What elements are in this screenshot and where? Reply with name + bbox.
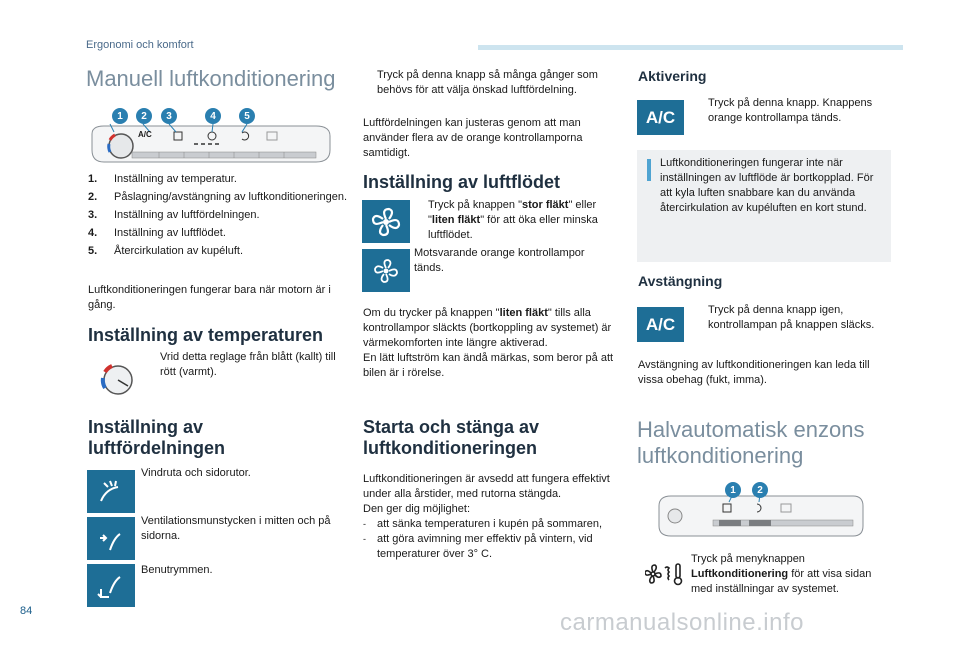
semi-callout-badge-1: 1: [725, 482, 741, 498]
list-item: 5. Återcirkulation av kupéluft.: [88, 245, 244, 257]
distribution-item-footwell: Benutrymmen.: [141, 564, 213, 576]
callout-badge-3: 3: [161, 108, 177, 124]
callout-badge-2: 2: [136, 108, 152, 124]
distribution-instruction: Tryck på denna knapp så många gånger som behövs för att välja önskad luftfördelning.: [363, 68, 613, 98]
fan-large-icon: [362, 200, 410, 243]
distribution-item-windscreen: Vindruta och sidorutor.: [141, 467, 251, 479]
temperature-knob-icon: [88, 362, 136, 398]
watermark: carmanualsonline.info: [560, 609, 804, 636]
semi-auto-title: Halvautomatisk enzons luftkonditionering: [637, 417, 865, 468]
list-item: 2. Påslagning/avstängning av luftkonditioneringen.: [88, 191, 347, 203]
semi-callout-badge-2: 2: [752, 482, 768, 498]
engine-note: Luftkonditioneringen fungerar bara när motorn är i gång.: [88, 284, 331, 311]
ac-panel-illustration: [84, 106, 334, 170]
list-item: 3. Inställning av luftfördelningen.: [88, 209, 260, 221]
bullet-marker: [694, 303, 708, 333]
bullet-marker: [414, 198, 428, 243]
distribution-heading: Inställning av luftfördelningen: [88, 417, 225, 458]
airflow-heading: Inställning av luftflödet: [363, 172, 560, 192]
list-item: 1. Inställning av temperatur.: [88, 173, 237, 185]
start-stop-text: Luftkonditioneringen är avsedd att fungera effektivt under alla årstider, med rutorna stängda. Den ger dig möjlighet: - att sänka temperaturen i kupén på sommaren, - att göra avimning mer effektiv på vintern, vid temperaturer över 3° C.: [363, 472, 613, 562]
list-item: 4. Inställning av luftflödet.: [88, 227, 226, 239]
airflow-instruction: Tryck på knappen "stor fläkt" eller "liten fläkt" för att öka eller minska luftflödet.: [414, 198, 614, 243]
center-vent-icon: [87, 517, 135, 560]
semi-auto-instruction: Tryck på menyknappen Luftkonditionering för att visa sidan med inställningar av systemet.: [691, 553, 872, 595]
footwell-vent-icon: [87, 564, 135, 607]
callout-badge-5: 5: [239, 108, 255, 124]
distribution-item-center: Ventilationsmunstycken i mitten och på sidorna.: [141, 515, 331, 542]
section-title: Ergonomi och komfort: [86, 39, 194, 51]
deactivation-instruction: Tryck på denna knapp igen, kontrollampan på knappen släcks.: [694, 303, 890, 333]
info-icon: [647, 159, 651, 181]
start-stop-heading: Starta och stänga av luftkonditioneringen: [363, 417, 540, 458]
activation-heading: Aktivering: [638, 68, 707, 84]
page-title: Manuell luftkonditionering: [86, 66, 336, 91]
list-item: - att göra avimning mer effektiv på vintern, vid temperaturer över 3° C.: [363, 533, 593, 560]
list-item: - att sänka temperaturen i kupén på sommaren,: [363, 518, 603, 530]
temperature-heading: Inställning av temperaturen: [88, 325, 324, 345]
callout-badge-4: 4: [205, 108, 221, 124]
windscreen-vent-icon: [87, 470, 135, 513]
semi-auto-panel-illustration: [653, 482, 868, 540]
airflow-lamps-note: Motsvarande orange kontrollampor tänds.: [414, 247, 585, 274]
header-bar: [478, 45, 903, 50]
climate-menu-icon: [645, 560, 685, 588]
ac-button-off-icon: A/C: [637, 307, 684, 342]
ac-button-icon: A/C: [637, 100, 684, 135]
info-text: Luftkonditioneringen fungerar inte när inställningen av luftflöde är bortkopplad. För att kyla luften snabbare kan du använda återcirkulation av kupéluften en kort stund.: [660, 157, 874, 214]
panel-ac-label: A/C: [138, 130, 152, 139]
temperature-instruction: Vrid detta reglage från blått (kallt) till rött (varmt).: [146, 350, 346, 380]
fan-small-icon: [362, 249, 410, 292]
distribution-note: Luftfördelningen kan justeras genom att man använder flera av de orange kontrollamporna samtidigt.: [363, 117, 583, 159]
deactivation-note: Avstängning av luftkonditioneringen kan leda till vissa obehag (fukt, imma).: [638, 359, 870, 386]
callout-badge-1: 1: [112, 108, 128, 124]
bullet-marker: [694, 96, 708, 126]
info-box: [637, 150, 891, 262]
deactivation-heading: Avstängning: [638, 273, 723, 289]
page-number: 84: [20, 605, 33, 617]
bullet-marker: [363, 68, 377, 98]
airflow-off-note: Om du trycker på knappen "liten fläkt" tills alla kontrollampor släckts (bortkoppling av systemet) är värmekomforten inte längre aktiverad. En lätt luftström kan ändå märkas, som beror på att bilen är i rörelse.: [363, 307, 614, 379]
bullet-marker: [146, 350, 160, 380]
activation-instruction: Tryck på denna knapp. Knappens orange kontrollampa tänds.: [694, 96, 890, 126]
control-list: [88, 172, 348, 262]
